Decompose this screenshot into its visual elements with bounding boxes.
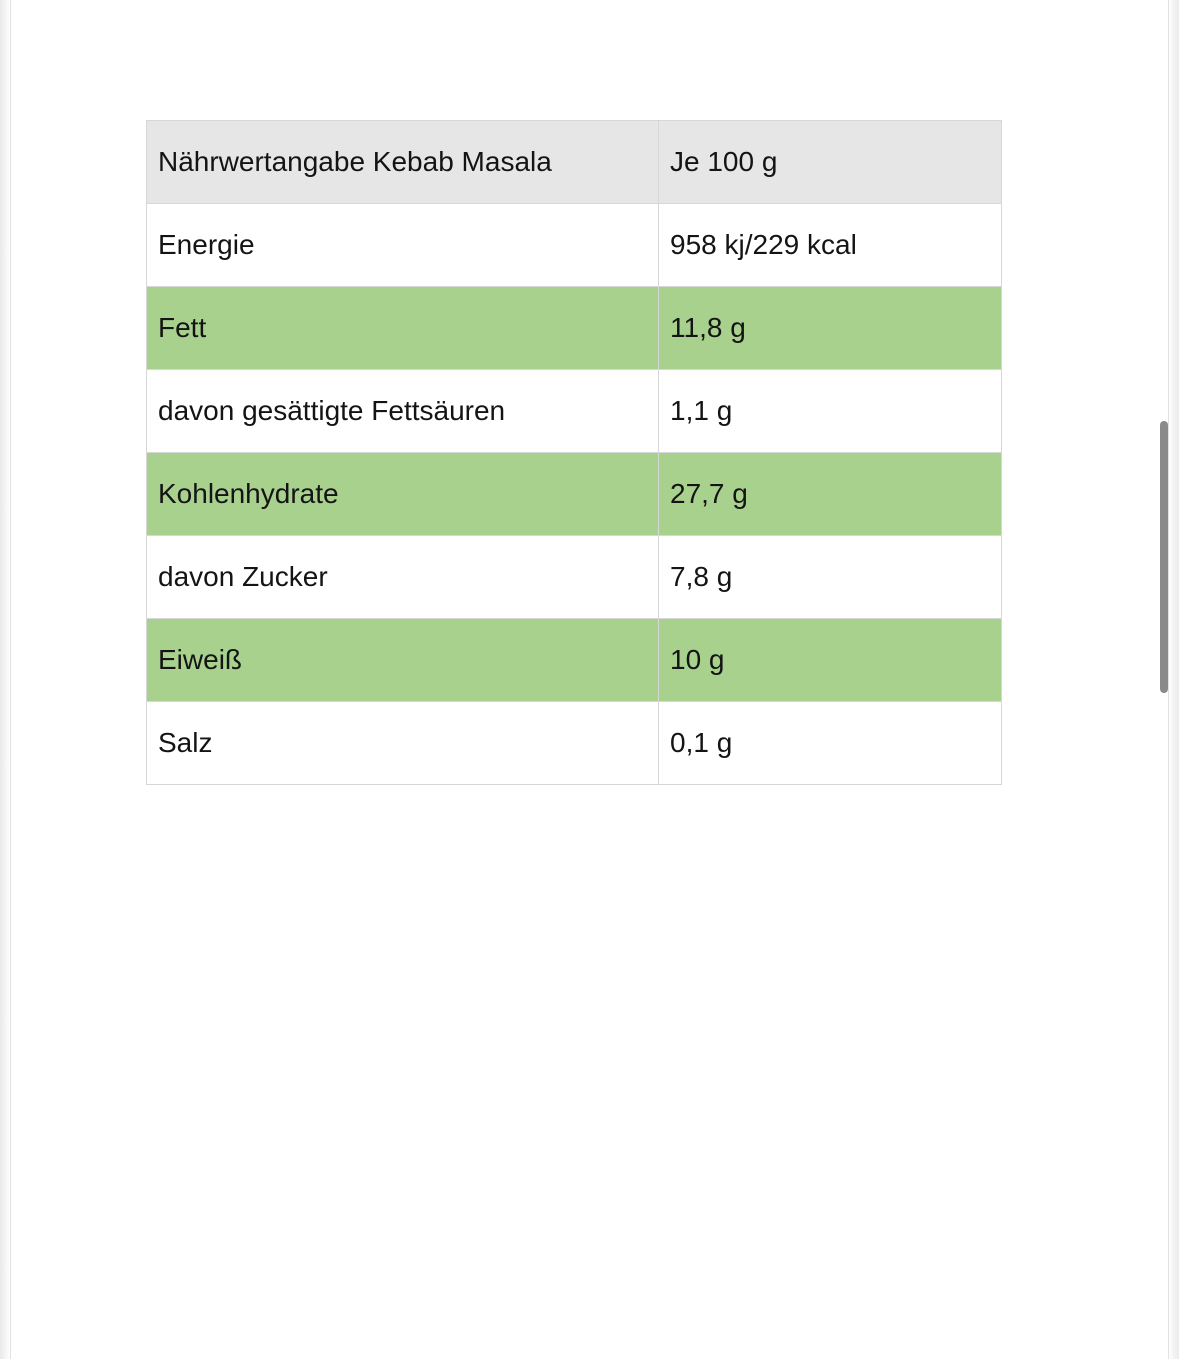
table-row (147, 370, 1002, 453)
nutrient-label: Salz (147, 702, 659, 785)
nutrient-label: davon Zucker (147, 536, 659, 619)
table-row (147, 204, 1002, 287)
nutrient-value: 27,7 g (659, 453, 1002, 536)
table-row (147, 702, 1002, 785)
table-row (147, 287, 1002, 370)
header-value-cell: Je 100 g (659, 121, 1002, 204)
nutrient-value: 0,1 g (659, 702, 1002, 785)
nutrition-table (146, 120, 1002, 785)
header-label-cell: Nährwertangabe Kebab Masala (147, 121, 659, 204)
nutrient-label: Energie (147, 204, 659, 287)
nutrient-label: Eiweiß (147, 619, 659, 702)
nutrient-label: Kohlenhydrate (147, 453, 659, 536)
nutrient-value: 1,1 g (659, 370, 1002, 453)
vertical-scrollbar[interactable] (1158, 0, 1170, 1359)
nutrient-label: Fett (147, 287, 659, 370)
nutrient-label: davon gesättigte Fettsäuren (147, 370, 659, 453)
table-row (147, 619, 1002, 702)
nutrient-value: 10 g (659, 619, 1002, 702)
nutrient-value: 11,8 g (659, 287, 1002, 370)
scrollbar-thumb[interactable] (1160, 421, 1168, 693)
nutrient-value: 958 kj/229 kcal (659, 204, 1002, 287)
table-header-row (147, 121, 1002, 204)
table-row (147, 536, 1002, 619)
page-edge-left (0, 0, 11, 1359)
nutrient-value: 7,8 g (659, 536, 1002, 619)
table-row (147, 453, 1002, 536)
